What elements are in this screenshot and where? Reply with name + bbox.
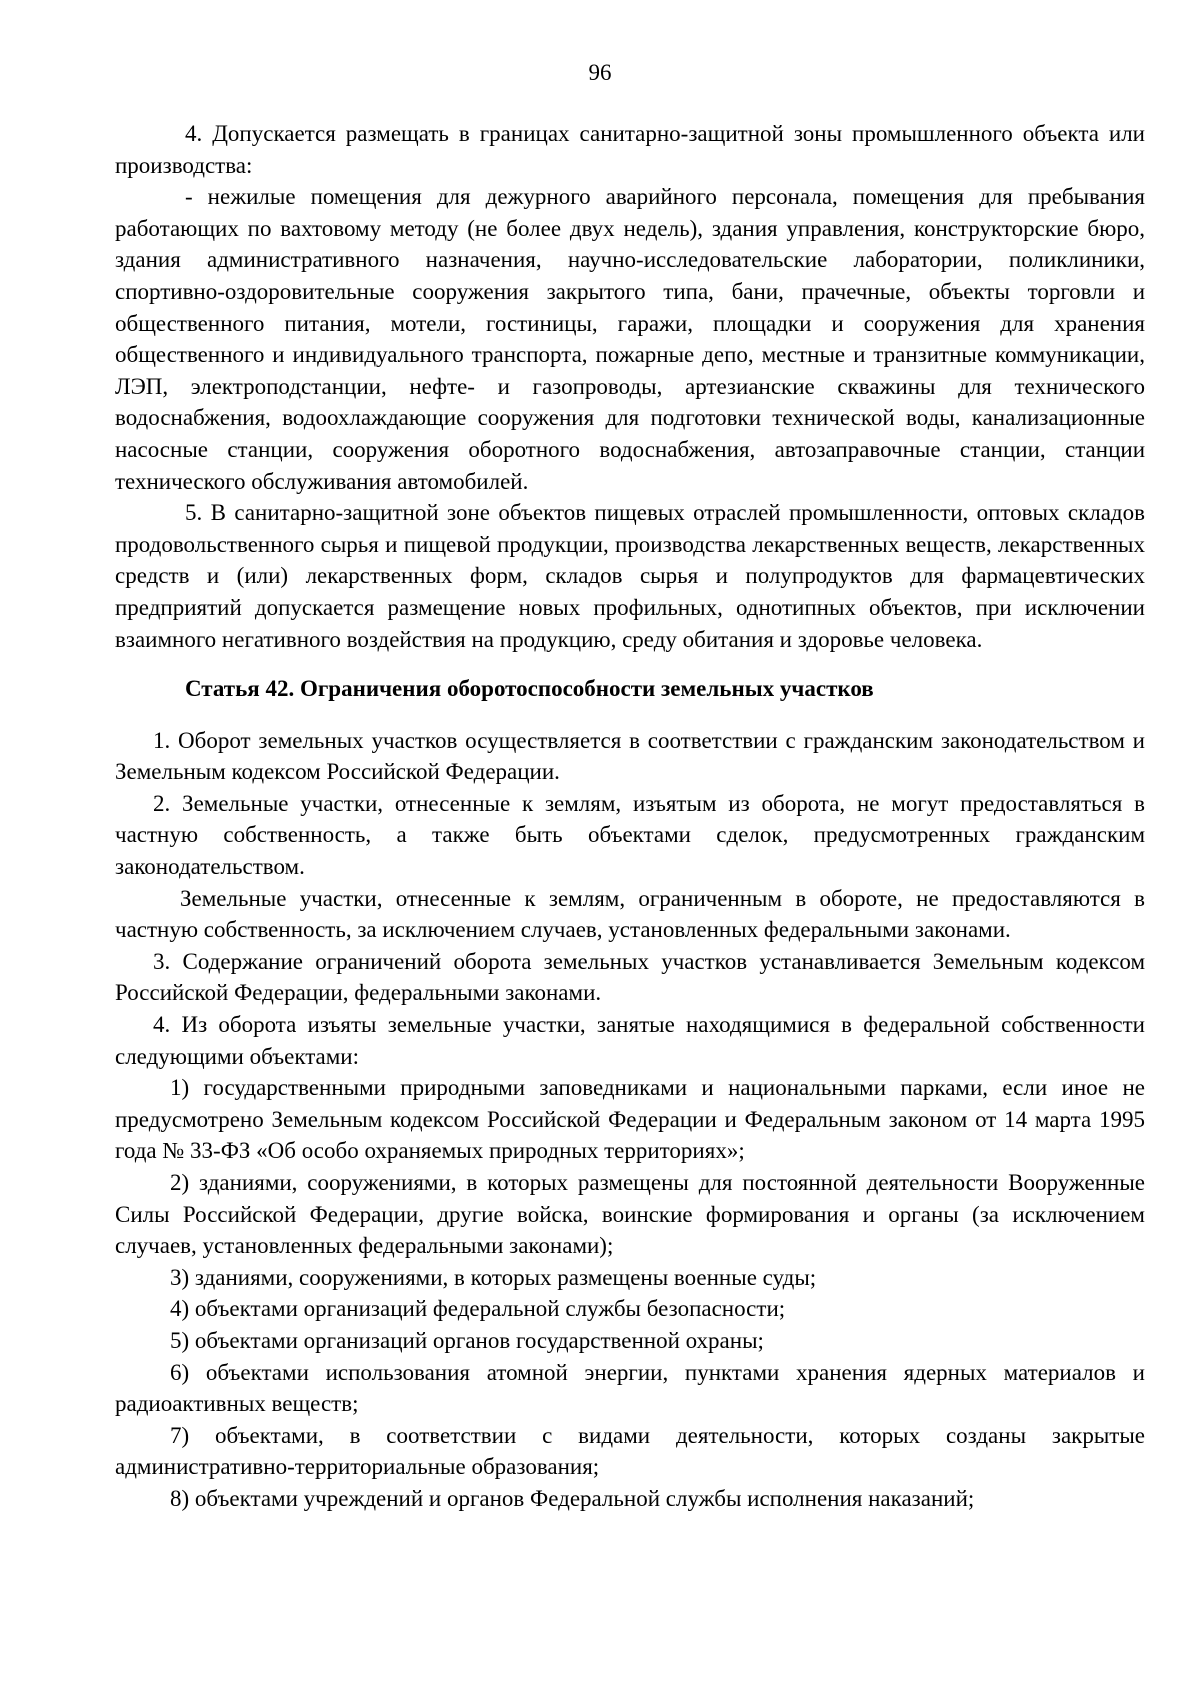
document-body xyxy=(115,118,1145,1515)
paragraph-allowed-objects: - нежилые помещения для дежурного аварийного персонала, помещения для пребывания работающих по вахтовому методу (не более двух недель), здания управления, конструкторские бюро, здания административного назначения, научно-исследовательские лаборатории, поликлиники, спортивно-оздоровительные сооружения закрытого типа, бани, прачечные, объекты торговли и общественного питания, мотели, гостиницы, гаражи, площадки и сооружения для хранения общественного и индивидуального транспорта, пожарные депо, местные и транзитные коммуникации, ЛЭП, электроподстанции, нефте- и газопроводы, артезианские скважины для технического водоснабжения, водоохлаждающие сооружения для подготовки технической воды, канализационные насосные станции, сооружения оборотного водоснабжения, автозаправочные станции, станции технического обслуживания автомобилей. xyxy=(115,184,1145,494)
paragraph-5: 5. В санитарно-защитной зоне объектов пищевых отраслей промышленности, оптовых складов продовольственного сырья и пищевой продукции, производства лекарственных веществ, лекарственных средств и (или) лекарственных форм, складов сырья и полупродуктов для фармацевтических предприятий допускается размещение новых профильных, однотипных объектов, при исключении взаимного негативного воздействия на продукцию, среду обитания и здоровье человека. xyxy=(115,500,1145,652)
list-item: 4) объектами организаций федеральной службы безопасности; xyxy=(170,1296,786,1322)
list-item: 5) объектами организаций органов государственной охраны; xyxy=(170,1327,764,1353)
paragraph-4-intro: 4. Допускается размещать в границах санитарно-защитной зоны промышленного объекта или производства: xyxy=(115,121,1145,178)
page-number: 96 xyxy=(588,60,612,85)
article-paragraph-2-continuation: Земельные участки, отнесенные к землям, ограниченным в обороте, не предоставляются в частную собственность, за исключением случаев, установленных федеральными законами. xyxy=(115,885,1145,943)
list-item: 8) объектами учреждений и органов Федеральной службы исполнения наказаний; xyxy=(170,1485,975,1511)
article-paragraph-3: 3. Содержание ограничений оборота земельных участков устанавливается Земельным кодексом Российской Федерации, федеральными законами. xyxy=(115,948,1145,1006)
article-paragraph-2: 2. Земельные участки, отнесенные к землям, изъятым из оборота, не могут предоставляться в частную собственность, а также быть объектами сделок, предусмотренных гражданским законодательством. xyxy=(115,790,1145,880)
list-item: 2) зданиями, сооружениями, в которых размещены для постоянной деятельности Вооруженные Силы Российской Федерации, другие войска, воинские формирования и органы (за исключением случаев, установленных федеральными законами); xyxy=(115,1170,1145,1259)
article-paragraph-4: 4. Из оборота изъяты земельные участки, занятые находящимися в федеральной собственности следующими объектами: xyxy=(115,1012,1145,1069)
list-item: 3) зданиями, сооружениями, в которых размещены военные суды; xyxy=(170,1264,817,1290)
article-paragraph-1: 1. Оборот земельных участков осуществляется в соответствии с гражданским законодательством и Земельным кодексом Российской Федерации. xyxy=(115,727,1145,785)
list-item: 7) объектами, в соответствии с видами деятельности, которых созданы закрытые административно-территориальные образования; xyxy=(115,1422,1145,1480)
list-item: 1) государственными природными заповедниками и национальными парками, если иное не предусмотрено Земельным кодексом Российской Федерации и Федеральным законом от 14 марта 1995 года № 33-ФЗ «Об особо охраняемых природных территориях»; xyxy=(115,1075,1145,1164)
list-item: 6) объектами использования атомной энергии, пунктами хранения ядерных материалов и радиоактивных веществ; xyxy=(115,1359,1145,1417)
article-42-heading: Статья 42. Ограничения оборотоспособности земельных участков xyxy=(185,676,874,702)
